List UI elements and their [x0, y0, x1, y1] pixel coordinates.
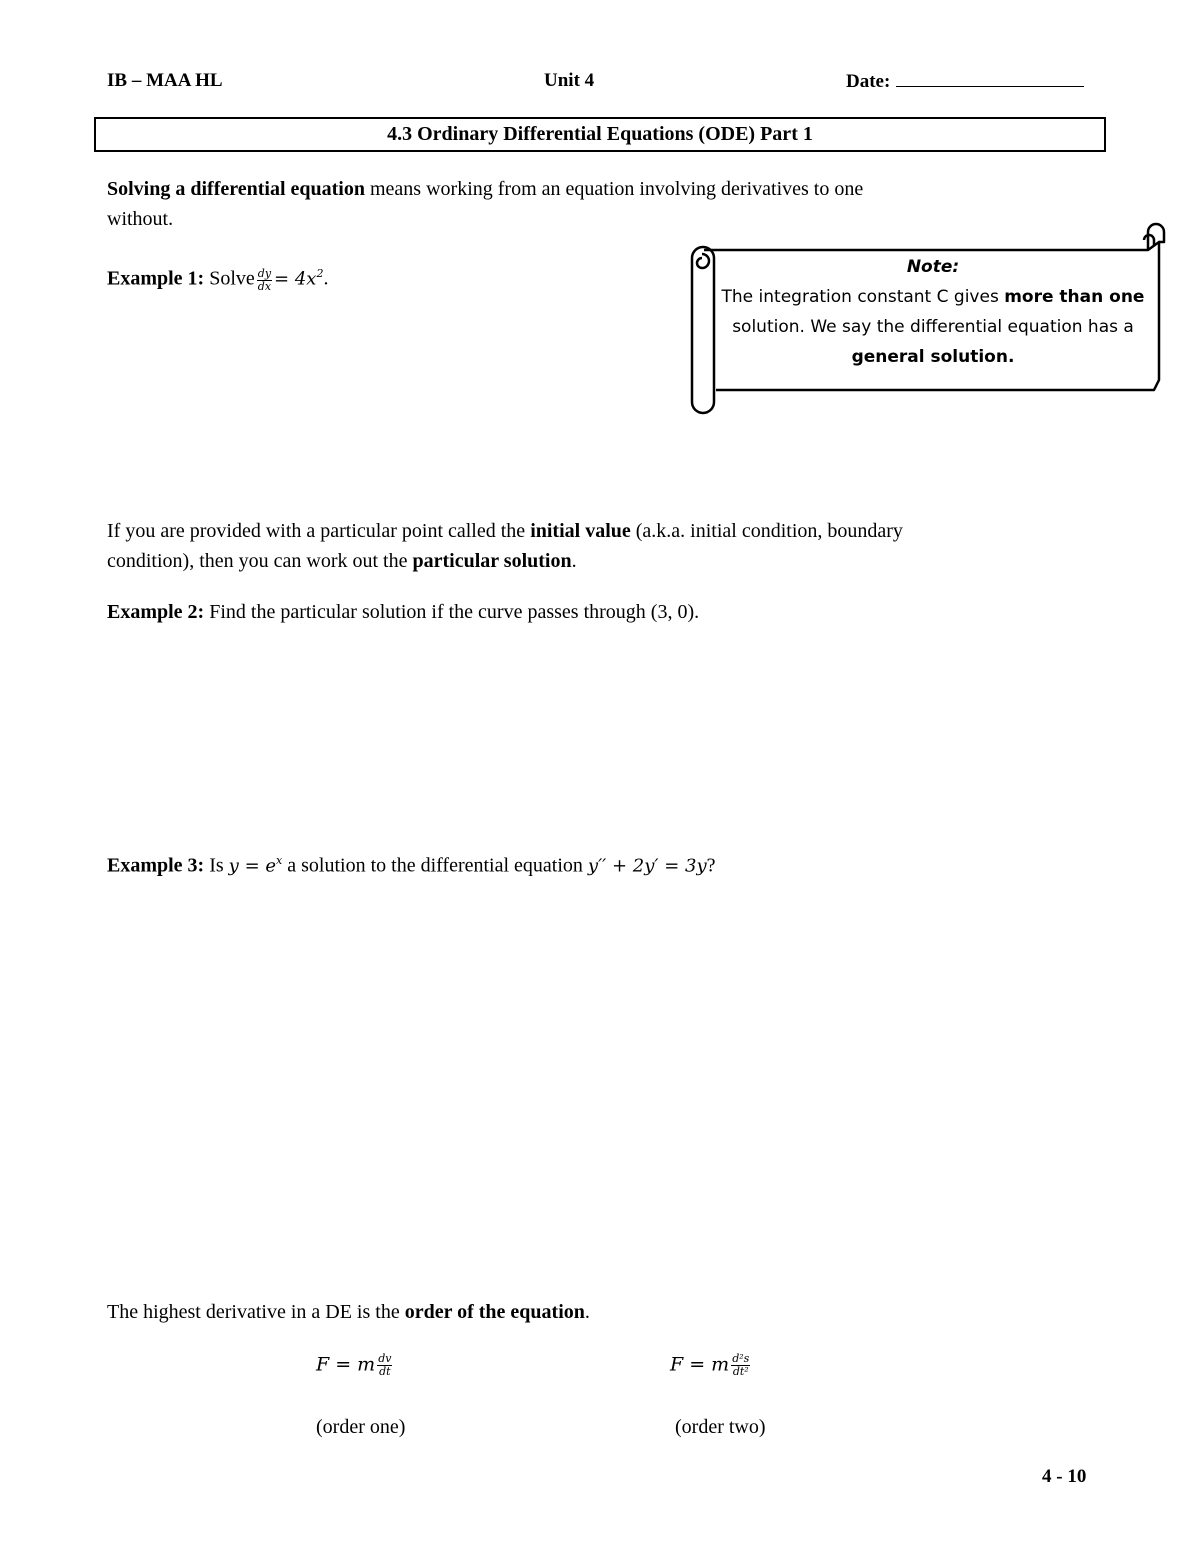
order-text2: .: [584, 1301, 590, 1323]
example1: [107, 259, 328, 295]
formula2-den: dt²: [732, 1365, 749, 1378]
note-line3: general solution.: [851, 347, 1015, 367]
formula1-num: dv: [378, 1352, 392, 1365]
note-title: Note:: [906, 257, 960, 277]
initial-value-text1: If you are provided with a particular point called the: [107, 520, 531, 542]
example1-end: .: [323, 267, 329, 290]
initial-value-bold1: initial value: [530, 520, 631, 542]
example1-derivative: [257, 268, 272, 293]
formula-order-one: [316, 1353, 394, 1378]
example2-label: Example 2:: [107, 601, 205, 623]
note-line1-text: The integration constant C gives: [721, 287, 1005, 307]
example3-text2: a solution to the differential equation: [282, 854, 588, 877]
example3-math1-exp: x: [276, 854, 283, 867]
initial-value-bold2: particular solution: [412, 550, 572, 572]
page-number: 4 - 10: [1042, 1466, 1087, 1487]
unit-label: Unit 4: [544, 70, 595, 91]
formula1-lhs: F = m: [316, 1353, 376, 1376]
example2-text: Find the particular solution if the curve passes through (3, 0).: [204, 601, 700, 623]
example1-frac-num: dy: [257, 266, 272, 280]
order-paragraph: [107, 1297, 590, 1327]
date-blank-line: [896, 70, 1084, 87]
example3-text3: ?: [706, 854, 716, 877]
initial-value-paragraph: [107, 516, 1097, 576]
initial-value-text4: .: [571, 550, 577, 572]
example1-rhs: = 4x: [274, 268, 317, 290]
formula1-caption: (order one): [316, 1416, 406, 1438]
course-label: IB – MAA HL: [107, 70, 223, 91]
example1-label: Example 1:: [107, 267, 205, 290]
example2: [107, 597, 699, 627]
note-box: [718, 252, 1148, 372]
initial-value-text2: (a.k.a. initial condition, boundary: [630, 520, 903, 542]
formula2-num: d²s: [732, 1352, 750, 1365]
formula2-caption: (order two): [675, 1416, 766, 1438]
formula2-lhs: F = m: [670, 1353, 730, 1376]
page-title: 4.3 Ordinary Differential Equations (ODE) Part 1: [94, 117, 1106, 152]
example1-frac-den: dx: [257, 279, 272, 293]
note-line2: solution. We say the differential equation has a: [732, 317, 1134, 337]
formula1-den: dt: [379, 1365, 391, 1378]
intro-bold: Solving a differential equation: [107, 178, 365, 200]
date-label: Date:: [846, 71, 891, 92]
formula2-fraction: [731, 1353, 750, 1378]
example3-text1: Is: [204, 854, 229, 877]
intro-rest: means working from an equation involving derivatives to one: [365, 178, 864, 200]
order-bold: order of the equation: [404, 1301, 585, 1323]
note-line1-bold: more than one: [1004, 287, 1145, 307]
example1-text: Solve: [209, 267, 255, 290]
note-line1: [718, 282, 1148, 312]
example3-label: Example 3:: [107, 854, 205, 877]
initial-value-text3: condition), then you can work out the: [107, 550, 413, 572]
formula1-fraction: [377, 1353, 392, 1378]
example1-exponent: 2: [316, 267, 324, 280]
date-field: [846, 70, 1084, 93]
formula-order-two: [670, 1353, 752, 1378]
example3: [107, 846, 716, 882]
order-text1: The highest derivative in a DE is the: [107, 1301, 405, 1323]
example3-math1: y = e: [228, 855, 277, 877]
intro-line2: without.: [107, 208, 174, 230]
example3-math2: y′′ + 2y′ = 3y: [587, 855, 707, 877]
